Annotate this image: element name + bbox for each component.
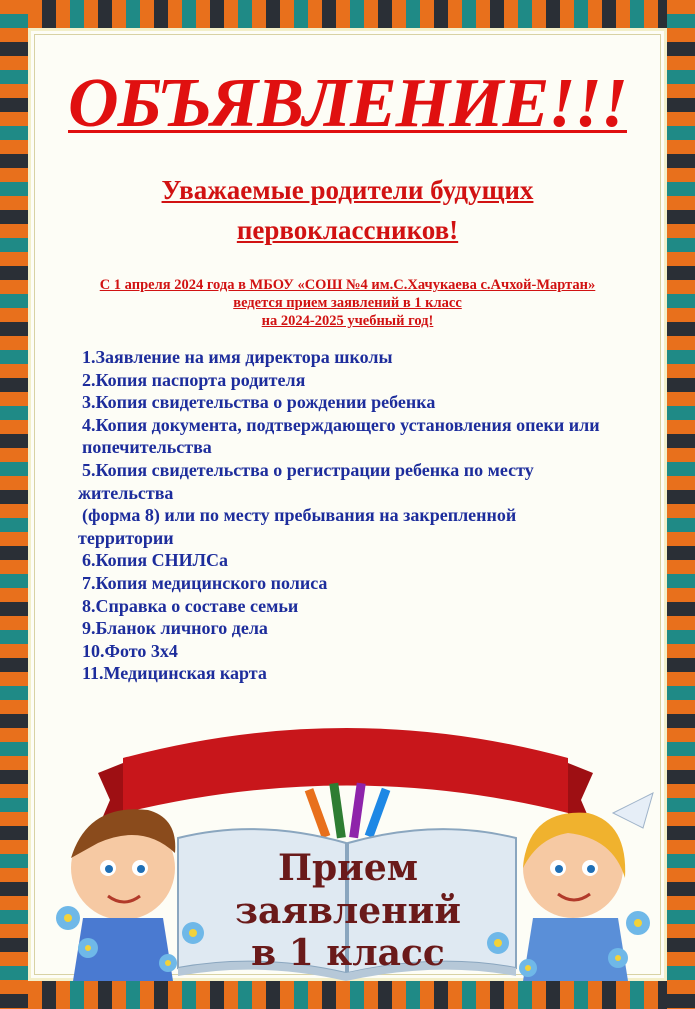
girl-character-icon	[523, 793, 653, 981]
list-item: 4.Копия документа, подтверждающего установления опеки или	[82, 414, 600, 435]
announcement-headline: ОБЪЯВЛЕНИЕ!!!	[68, 65, 627, 142]
list-item: (форма 8) или по месту пребывания на закрепленной	[82, 505, 517, 526]
list-item: 11.Медицинская карта	[82, 663, 267, 684]
list-item: 10.Фото 3х4	[82, 640, 178, 661]
list-item: 1.Заявление на имя директора школы	[82, 347, 393, 367]
announcement-sheet	[28, 28, 667, 981]
checkered-border-left	[0, 0, 28, 1009]
admission-notice	[28, 276, 667, 330]
notice-line-2: ведется прием заявлений в 1 класс	[233, 295, 462, 311]
list-item: территории	[78, 527, 174, 548]
greeting-line-2: первоклассников!	[236, 215, 459, 245]
greeting-line-1: Уважаемые родители будущих	[161, 175, 534, 205]
list-item: 2.Копия паспорта родителя	[82, 369, 306, 390]
required-documents-list	[78, 346, 667, 685]
list-item: жительства	[78, 482, 174, 503]
notice-line-3: на 2024-2025 учебный год!	[261, 313, 434, 329]
list-item: 3.Копия свидетельства о рождении ребенка	[82, 392, 436, 413]
checkered-border-right	[667, 0, 695, 1009]
banner-line-3: в 1 класс	[251, 932, 445, 974]
list-item: 8.Справка о составе семьи	[82, 595, 299, 616]
greeting-heading	[28, 170, 667, 250]
ribbon-icon	[123, 728, 568, 813]
list-item: 7.Копия медицинского полиса	[82, 572, 328, 593]
pencils-icon	[305, 783, 391, 839]
notice-line-1: С 1 апреля 2024 года в МБОУ «СОШ №4 им.С.Хачукаева с.Ачхой-Мартан»	[99, 277, 596, 293]
list-item: 5.Копия свидетельства о регистрации ребенка по месту	[82, 459, 534, 480]
list-item: 9.Бланок личного дела	[82, 618, 268, 639]
list-item: 6.Копия СНИЛСа	[82, 550, 229, 571]
list-item: попечительства	[82, 437, 212, 458]
admission-illustration	[28, 718, 667, 981]
banner-line-1: Прием	[277, 847, 419, 889]
banner-line-2: заявлений	[235, 890, 461, 932]
